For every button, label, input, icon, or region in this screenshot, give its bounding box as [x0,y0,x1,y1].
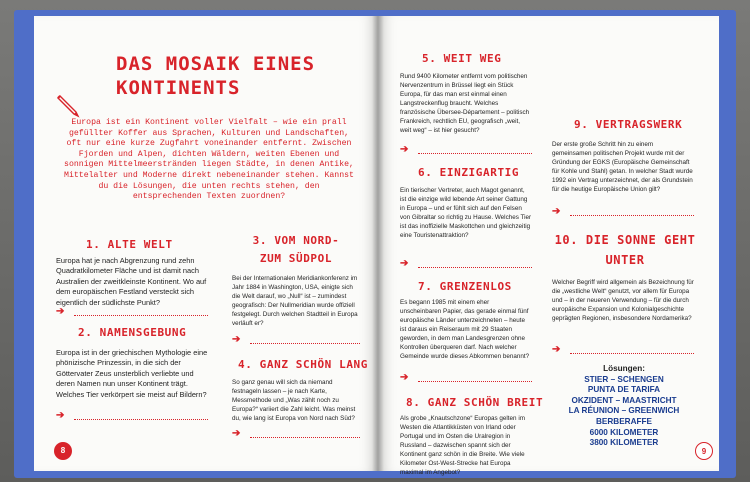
solution-item: 6000 KILOMETER [589,427,659,437]
q3-heading-line1: 3. VOM NORD- [252,234,340,247]
q9-text: Der erste große Schritt hin zu einem gemeinsamen politischen Projekt wurde mit der Gründung der EGKS (Europäische Gemeinschaft für Kohle und Stahl) getan. In welcher Stadt wurde 1992 ein Vertrag unterzeichnet, der als Grundstein für die heutige Europäische Union gilt? [552,141,693,193]
pencil-icon [56,90,82,118]
book-spine [372,16,384,471]
q4-heading: 4. GANZ SCHÖN LANG [238,358,369,371]
arrow-icon: ➔ [400,372,409,383]
solutions-label: Lösungen: [603,364,645,373]
solution-item: 3800 KILOMETER [589,438,659,448]
q4-answer-line[interactable] [232,430,360,440]
q2-answer-line[interactable] [56,412,208,422]
q10-heading-line1: 10. DIE SONNE GEHT [554,233,696,247]
right-page [378,16,719,476]
q9-answer-line[interactable] [552,208,694,218]
q9-heading: 9. VERTRAGSWERK [574,118,683,131]
page-title-line1: DAS MOSAIK EINES [116,53,316,75]
arrow-icon: ➔ [400,258,409,269]
q3-answer-line[interactable] [232,336,360,346]
q8-heading: 8. GANZ SCHÖN BREIT [406,396,544,409]
solution-item: PUNTA DE TARIFA [587,385,661,395]
arrow-icon: ➔ [56,410,65,421]
q6-heading: 6. EINZIGARTIG [418,166,520,179]
q5-heading: 5. WEIT WEG [422,52,502,65]
left-page [34,16,378,471]
arrow-icon: ➔ [56,306,65,317]
q6-text: Ein tierischer Vertreter, auch Magot genannt, ist die einzige wild lebende Art seiner Gattung in Europa – und er fühlt sich auf den Felsen von Gibraltar so richtig zu Hause. Welches Tier ist das inoffizielle Maskottchen und gleichzeitig eine Touristenattraktion? [400,187,532,239]
page-number-left: 8 [54,442,72,460]
solution-item: LA RÉUNION – GREENWICH [568,406,680,416]
q7-text: Es begann 1985 mit einem eher unscheinbaren Papier, das gerade einmal fünf europäische Länder unterzeichneten – heute ist daraus ein Reiseraum mit 29 Staaten geworden, in dem man Landesgrenzen ohne Kontrollen überqueren darf. Nach welcher Gemeinde wurde dieses Abkommen benannt? [400,299,530,360]
q4-text: So ganz genau will sich da niemand festnageln lassen – je nach Karte, Messmethode und „Was zählt noch zu Europa?“ variiert die Zahl leicht. Was meinst du, wie lang ist Europa von Nord nach Süd? [232,379,356,422]
page-title-line2: KONTINENTS [116,77,241,99]
arrow-icon: ➔ [232,334,241,345]
page-title [116,52,315,100]
q2-heading: 2. NAMENSGEBUNG [78,326,187,339]
page-number-right: 9 [695,442,713,460]
solution-item: BERBERAFFE [596,416,652,426]
q7-heading: 7. GRENZENLOS [418,280,512,293]
intro-text: Europa ist ein Kontinent voller Vielfalt – wie ein prall gefüllter Koffer aus Sprachen, Kulturen und Landschaften, oft nur eine kurze Zugfahrt voneinander entfernt. Zwischen Fjorden und Alpen, dichten Wäldern, weiten Ebenen und sonnigen Mittelmeerstränden liegen Städte, in denen Antike, Mittelalter und Moderne direkt nebeneinander stehen. Kannst du die Lösungen, die unten rechts stehen, den entsprechenden Texten zuordnen? [64,118,354,202]
q5-answer-line[interactable] [400,146,532,156]
q1-answer-line[interactable] [56,308,208,318]
open-book [14,10,736,478]
q3-text: Bei der Internationalen Meridiankonferenz im Jahr 1884 in Washington, USA, einigte sich die Welt darauf, wo „Null“ ist – zumindest geografisch: Der Nullmeridian wurde offiziell festgelegt. Durch welchen Stadtteil in Europa verläuft er? [232,275,358,327]
arrow-icon: ➔ [400,144,409,155]
q5-text: Rund 9400 Kilometer entfernt vom politischen Nervenzentrum in Brüssel liegt ein Stück Europa, für das man erst einmal einen Langstreckenflug braucht. Welches französische Übersee-Département – politisch Frankreich, rechtlich EU, geografisch „weit, weit weg“ – ist hier gesucht? [400,73,530,134]
q10-text: Welcher Begriff wird allgemein als Bezeichnung für die „westliche Welt“ genutzt, vor allem für Europa und – in der neueren Verwendung – für die durch europäische Expansion und Kolonialgeschichte geprägten Regionen, insbesondere Nordamerika? [552,279,694,322]
q7-answer-line[interactable] [400,374,532,384]
q2-text: Europa ist in der griechischen Mythologie eine phönizische Prinzessin, in die sich der Göttervater Zeus unsterblich verliebte und deren Namen nun unser Kontinent trägt. Welches Tier verkörpert sie meist auf Bildern? [56,348,208,399]
q1-heading: 1. ALTE WELT [86,238,173,251]
q10-heading-line2: UNTER [605,253,645,267]
solution-item: OKZIDENT – MAASTRICHT [571,395,677,405]
q1-text: Europa hat je nach Abgrenzung rund zehn Quadratkilometer Fläche und ist damit nach Australien der zweitkleinste Kontinent. Wo auf dem europäischen Festland versteckt sich eigentlich der südlichste Punkt? [56,256,207,307]
q8-text: Als grobe „Knautschzone“ Europas gelten im Westen die Atlantikküsten von Irland oder Portugal und im Osten die Uralregion in Russland – dazwischen spannt sich der Kontinent ganz schön in die Breite. Wie viele Kilometer Ost-West-Strecke hat Europa maximal im Angebot? [400,415,525,476]
q10-answer-line[interactable] [552,346,694,356]
arrow-icon: ➔ [552,344,561,355]
solution-item: STIER – SCHENGEN [584,374,664,384]
arrow-icon: ➔ [552,206,561,217]
q10-heading [554,230,696,270]
arrow-icon: ➔ [232,428,241,439]
q6-answer-line[interactable] [400,260,532,270]
q3-heading [240,232,352,268]
q3-heading-line2: ZUM SÜDPOL [259,252,333,265]
solutions-box [554,364,694,449]
